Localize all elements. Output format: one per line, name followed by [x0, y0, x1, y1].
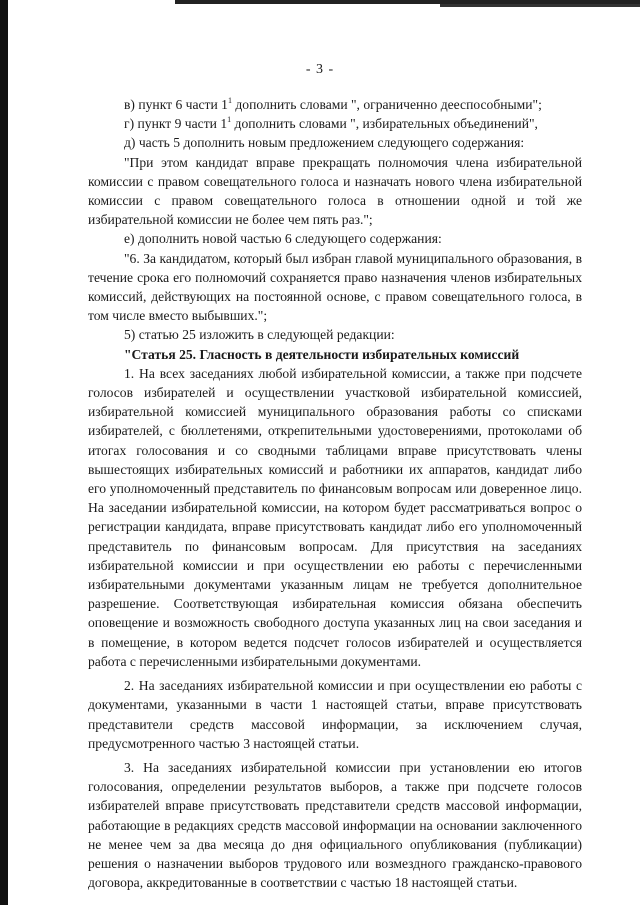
amendment-g: г) пункт 9 части $1^1$ дополнить словами ", избирательных объединений",	[124, 115, 538, 132]
scan-top-edge-secondary	[440, 4, 640, 7]
amendment-b: в) пункт 6 части $1^1$ дополнить словами ", ограниченно дееспособными";	[124, 96, 542, 112]
article-paragraph-3: 3. На заседаниях избирательной комиссии при установлении ею итогов голосования, определении результатов выборов, а также при подсчете голосов избирателей вправе присутствовать представители средств массовой информации, работающие в редакциях средств массовой информации на основании заключенного не менее чем за два месяца до дня официального опубликования (публикации) решения о назначении выборов трудового или возмездного гражданско-правового договора, аккредитованные в соответствии с частью 18 настоящей статьи.	[88, 759, 582, 891]
amendment-e: е) дополнить новой частью 6 следующего содержания:	[124, 231, 442, 247]
item-5: 5) статью 25 изложить в следующей редакции:	[124, 327, 395, 343]
amendment-e-quote: "6. За кандидатом, который был избран главой муниципального образования, в течение срока его полномочий сохраняется право назначения членов избирательных комиссий, действующих на постоянной основе, с правом совещательного голоса, в том числе вместо выбывших.";	[88, 250, 582, 324]
article-paragraph-1: 1. На всех заседаниях любой избирательной комиссии, а также при подсчете голосов избирателей и осуществлении участковой избирательной комиссией, избирательной комиссией муниципального образования работы со списками избирателей, с бюллетенями, открепительными удостоверениями, протоколами об итогах голосования и со сводными таблицами вправе присутствовать члены вышестоящих избирательных комиссий и работники их аппаратов, кандидат либо его уполномоченный представитель по финансовым вопросам или доверенное лицо. На заседании избирательной комиссии, на котором будет рассматриваться вопрос о регистрации кандидата, вправе присутствовать кандидат либо его уполномоченный представитель по финансовым вопросам. Для присутствия на заседаниях избирательной комиссии и при осуществлении ею работы с перечисленными избирательными документами указанным лицам не требуется дополнительное разрешение. Соответствующая избирательная комиссия обязана обеспечить оповещение и возможность свободного доступа указанных лиц на свои заседания и в помещение, в котором ведется подсчет голосов избирателей и осуществляется работа с перечисленными избирательными документами.	[88, 365, 582, 669]
scan-left-edge	[0, 0, 8, 905]
amendment-d: д) часть 5 дополнить новым предложением следующего содержания:	[124, 135, 525, 151]
amendment-d-quote: "При этом кандидат вправе прекращать полномочия члена избирательной комиссии с правом совещательного голоса и назначать нового члена избирательной комиссии с правом совещательного голоса в отношении одной и той же избирательной комиссии не более чем пять раз.";	[88, 154, 582, 228]
article-heading: "Статья 25. Гласность в деятельности избирательных комиссий	[124, 346, 520, 362]
page-number: - 3 -	[305, 62, 335, 77]
article-paragraph-2: 2. На заседаниях избирательной комиссии и при осуществлении ею работы с документами, указанными в части 1 настоящей статьи, вправе присутствовать представители средств массовой информации, за исключением случая, предусмотренного частью 3 настоящей статьи.	[88, 678, 582, 751]
document-body	[88, 95, 582, 892]
